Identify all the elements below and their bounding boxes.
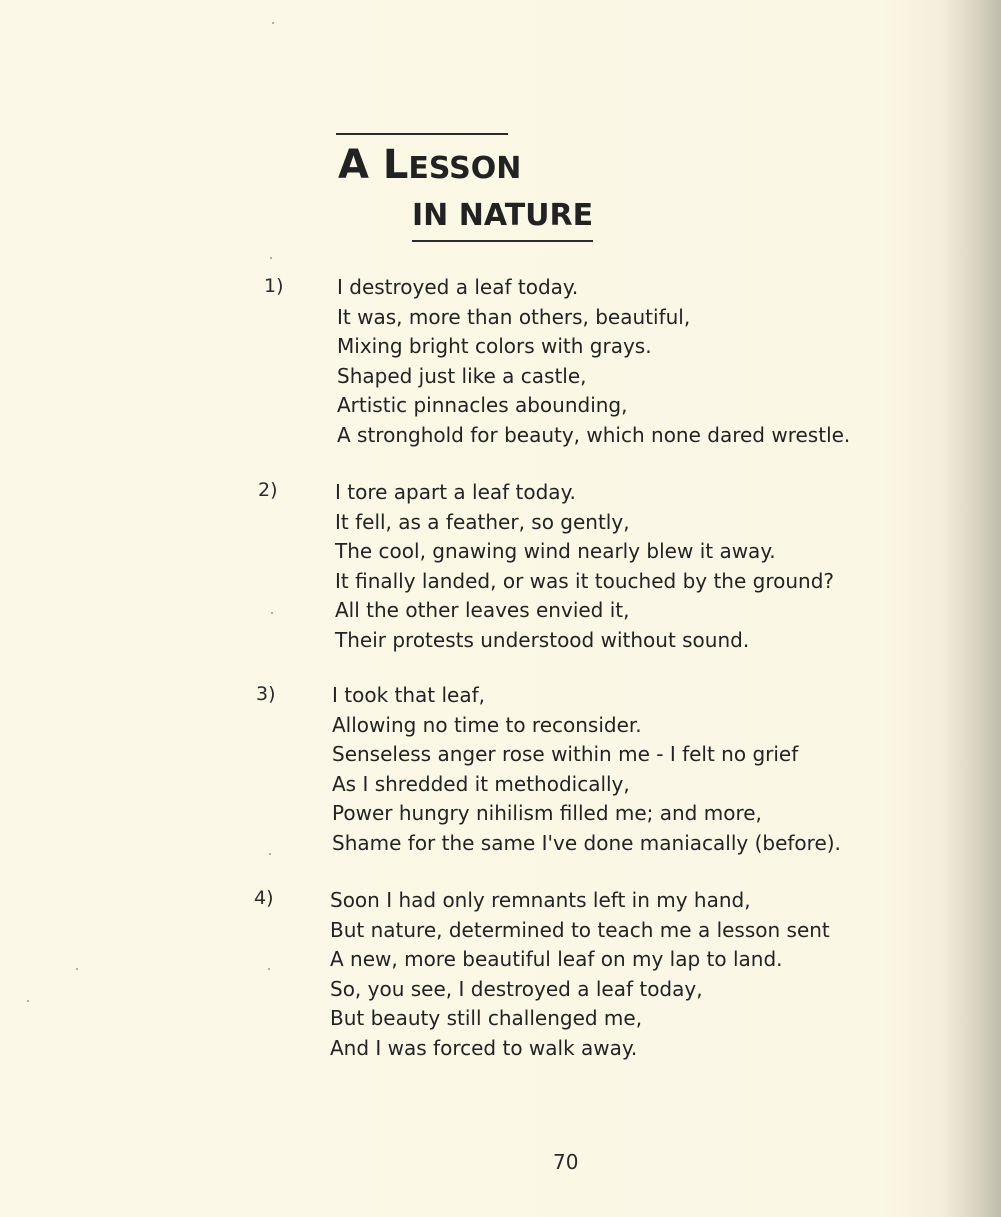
stanza-4-line-1: Soon I had only remnants left in my hand, bbox=[330, 888, 751, 912]
stanza-1-line-2: It was, more than others, beautiful, bbox=[337, 304, 691, 329]
stanza-2-line-4: It finally landed, or was it touched by the ground? bbox=[335, 568, 835, 593]
stanza-2 bbox=[335, 478, 834, 655]
stanza-2-line-3: The cool, gnawing wind nearly blew it away. bbox=[335, 539, 776, 563]
stanza-4-line-4: So, you see, I destroyed a leaf today, bbox=[330, 976, 703, 1001]
stanza-2-line-5: All the other leaves envied it, bbox=[335, 598, 630, 622]
paper-speck bbox=[27, 1000, 29, 1002]
stanza-3-number: 3) bbox=[256, 683, 276, 705]
stanza-4-line-3: A new, more beautiful leaf on my lap to land. bbox=[330, 947, 783, 971]
paper-speck bbox=[272, 22, 274, 24]
stanza-1-line-4: Shaped just like a castle, bbox=[337, 363, 587, 388]
stanza-4-line-2: But nature, determined to teach me a lesson sent bbox=[330, 917, 830, 942]
paper-speck bbox=[269, 853, 271, 855]
stanza-2-line-2: It fell, as a feather, so gently, bbox=[335, 509, 630, 534]
stanza-3-line-1: I took that leaf, bbox=[332, 683, 485, 707]
stanza-2-line-1: I tore apart a leaf today. bbox=[335, 480, 576, 504]
title-line-2-initial: IN N bbox=[412, 198, 484, 233]
stanza-4-line-6: And I was forced to walk away. bbox=[330, 1035, 638, 1060]
stanza-1-line-3: Mixing bright colors with grays. bbox=[337, 334, 652, 358]
title-top-rule bbox=[336, 133, 508, 135]
stanza-3-line-5: Power hungry nihilism filled me; and more, bbox=[332, 801, 762, 825]
stanza-4 bbox=[330, 886, 830, 1063]
stanza-4-number: 4) bbox=[254, 887, 274, 909]
stanza-2-line-6: Their protests understood without sound. bbox=[335, 627, 750, 652]
page-number: 70 bbox=[553, 1150, 579, 1174]
stanza-2-number: 2) bbox=[258, 479, 278, 501]
paper-speck bbox=[76, 968, 78, 970]
paper-speck bbox=[270, 257, 272, 259]
stanza-1 bbox=[337, 273, 850, 450]
title-line-1-rest: ESSON bbox=[408, 151, 522, 186]
stanza-1-line-6: A stronghold for beauty, which none dared wrestle. bbox=[337, 422, 851, 447]
title-line-1 bbox=[338, 142, 521, 188]
stanza-3-line-6: Shame for the same I've done maniacally (before). bbox=[332, 830, 841, 855]
stanza-1-line-5: Artistic pinnacles abounding, bbox=[337, 393, 628, 417]
title-line-2-rest: ATURE bbox=[483, 198, 594, 233]
title-line-1-initial: A L bbox=[338, 142, 409, 188]
stanza-3 bbox=[332, 681, 841, 858]
stanza-3-line-4: As I shredded it methodically, bbox=[332, 771, 630, 796]
stanza-1-number: 1) bbox=[264, 275, 284, 297]
paper-speck bbox=[268, 968, 270, 970]
stanza-3-line-2: Allowing no time to reconsider. bbox=[332, 712, 642, 737]
stanza-3-line-3: Senseless anger rose within me - I felt no grief bbox=[332, 742, 799, 766]
stanza-4-line-5: But beauty still challenged me, bbox=[330, 1006, 643, 1030]
stanza-1-line-1: I destroyed a leaf today. bbox=[337, 275, 579, 299]
title-line-2 bbox=[412, 196, 593, 242]
paper-speck bbox=[271, 612, 273, 614]
